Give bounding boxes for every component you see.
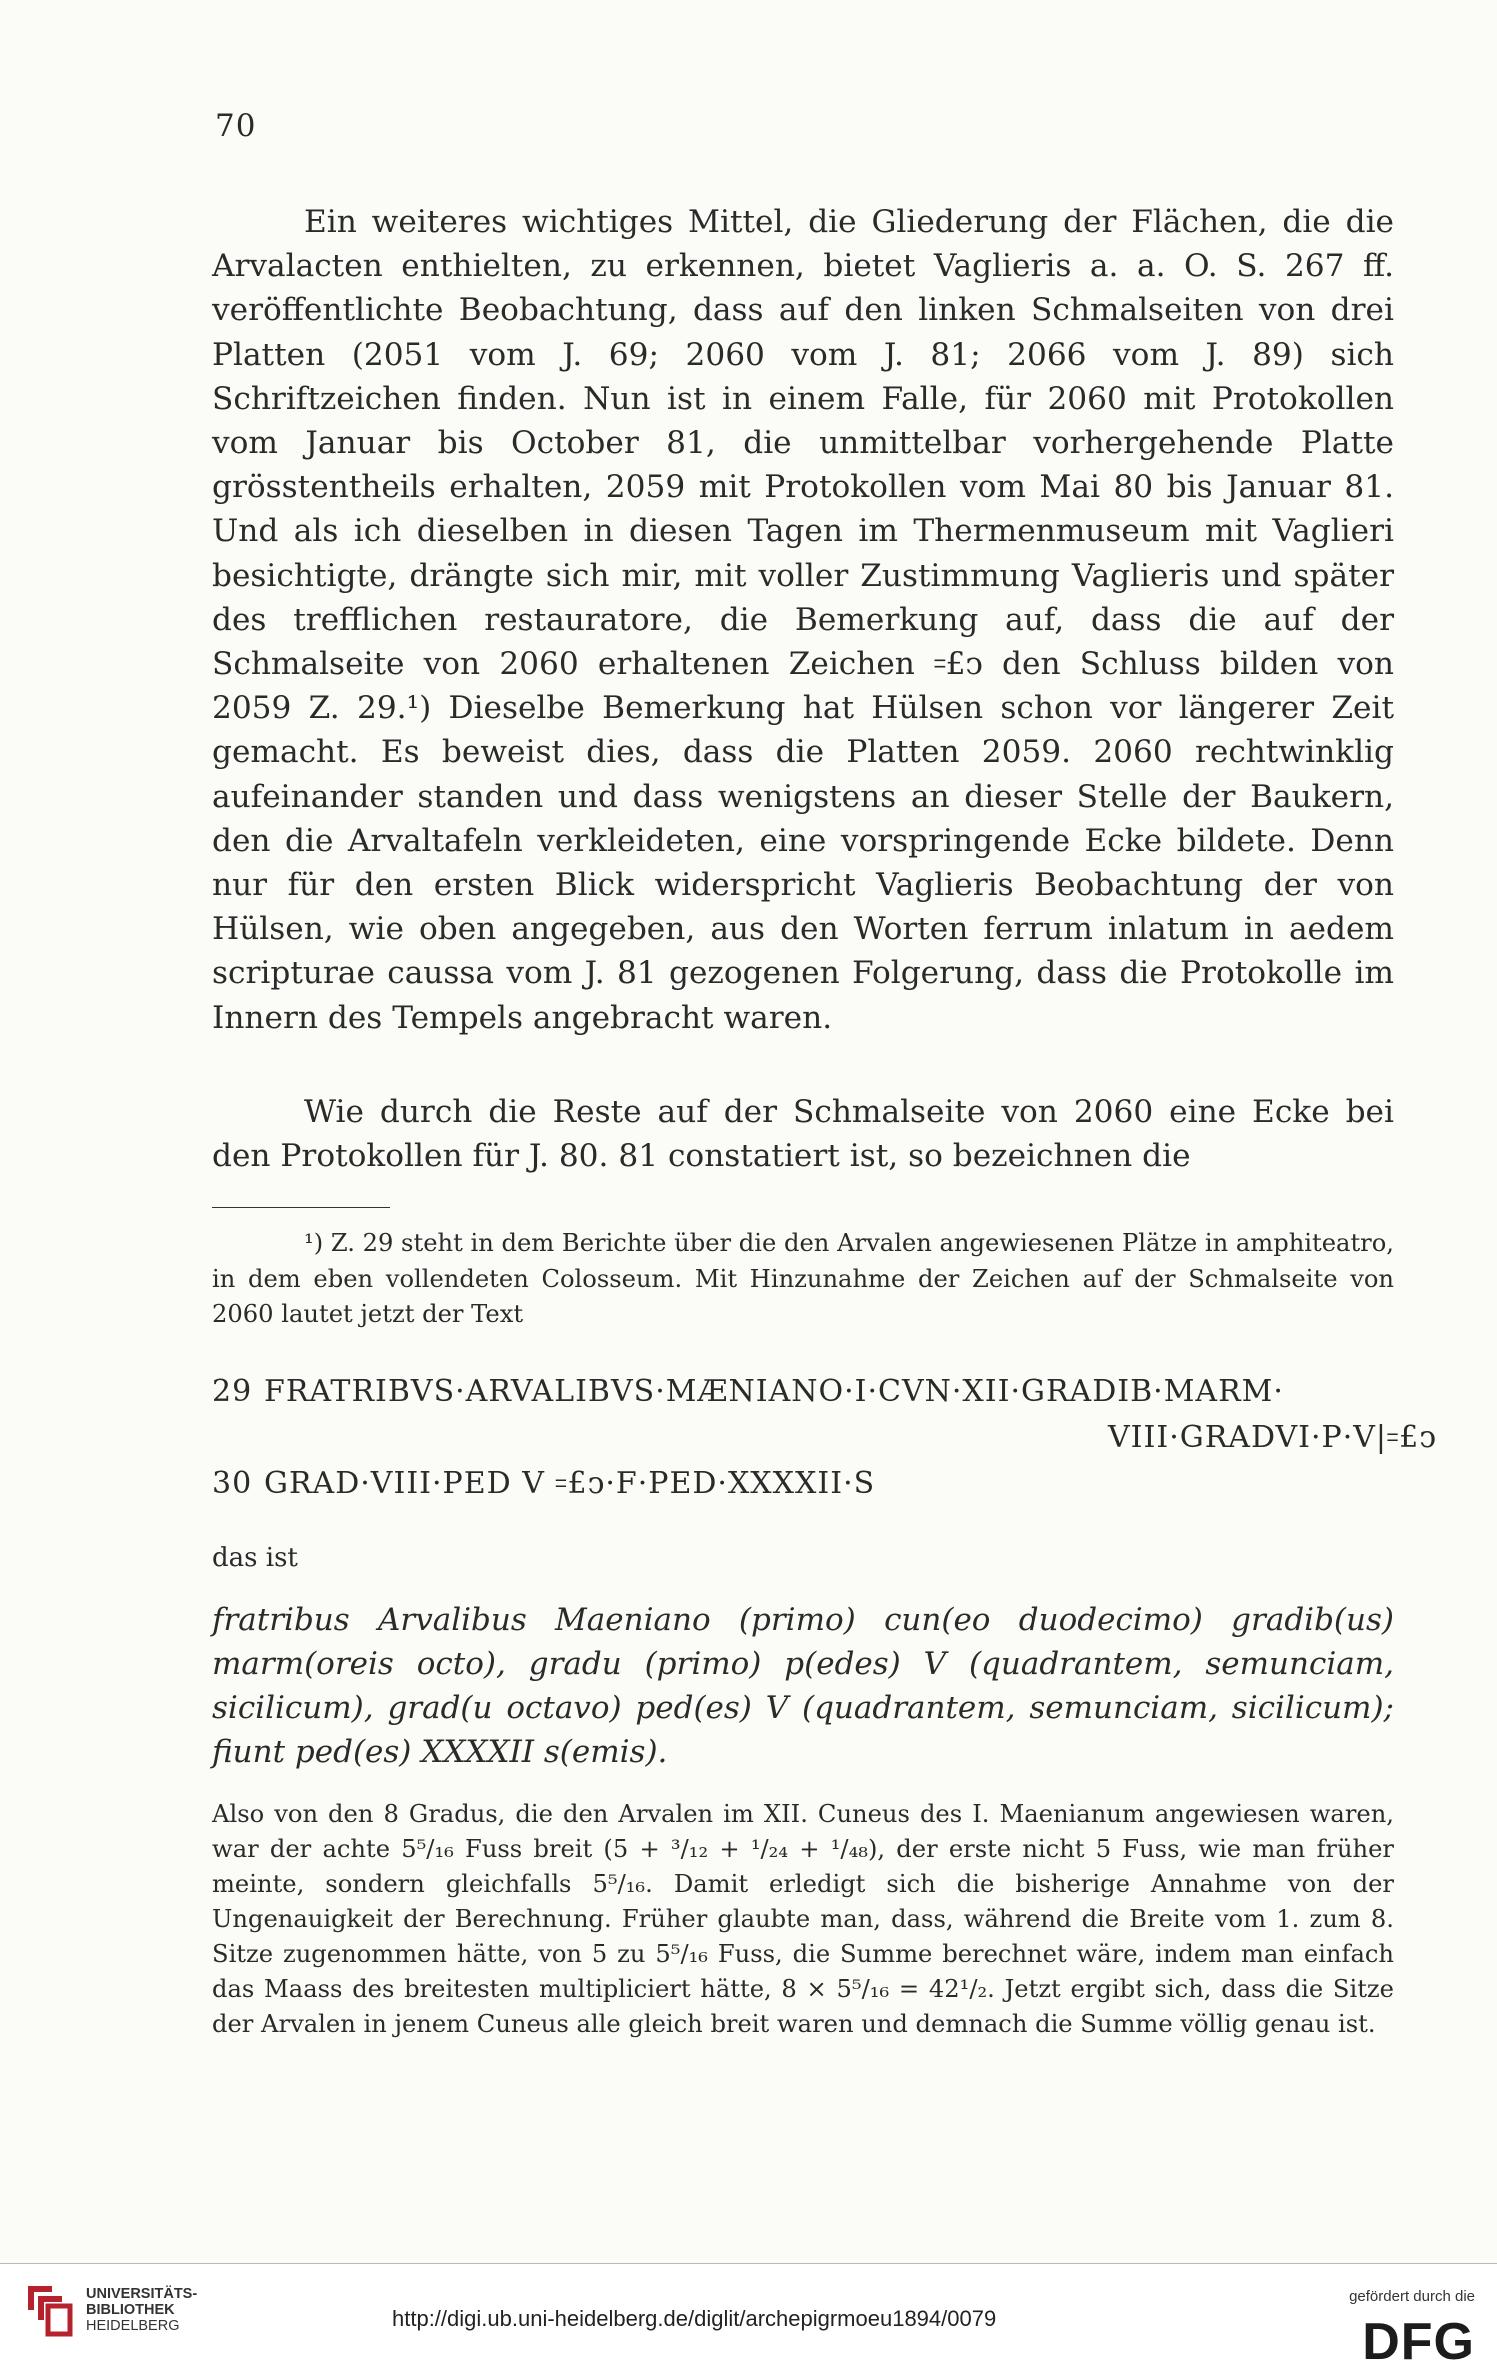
main-paragraph-1 [212, 200, 1394, 1040]
line-number: 29 [212, 1374, 253, 1409]
dfg-caption: gefördert durch die [1349, 2288, 1475, 2305]
library-logo-icon [22, 2280, 74, 2340]
inscription-line-29-continued [212, 1416, 1437, 1462]
paragraph-text: Ein weiteres wichtiges Mittel, die Gliederung der Flächen, die die Arvalacten enthielten, zu erkennen, bietet Vaglieris a. a. O. S. 267 ff. veröffentlichte Beobachtung, dass auf den linken Schmalseiten von drei Platten (2051 vom J. 69; 2060 vom J. 81; 2066 vom J. 89) sich Schriftzeichen finden. Nun ist in einem Falle, für 2060 mit Protokollen vom Januar bis October 81, die unmittelbar vorhergehende Platte grösstentheils erhalten, 2059 mit Protokollen vom Mai 80 bis Januar 81. Und als ich dieselben in diesen Tagen im Thermenmuseum mit Vaglieri besichtigte, drängte sich mir, mit voller Zustimmung Vaglieris und später des trefflichen restauratore, die Bemerkung auf, dass die auf der Schmalseite von 2060 erhaltenen Zeichen ꞊£ↄ den Schluss bilden von 2059 Z. 29.¹) Dieselbe Bemerkung hat Hülsen schon vor längerer Zeit gemacht. Es beweist dies, dass die Platten 2059. 2060 rechtwinklig aufeinander standen und dass wenigstens an dieser Stelle der Baukern, den die Arvaltafeln verkleideten, eine vorspringende Ecke bildete. Denn nur für den ersten Blick widerspricht Vaglieris Beobachtung der von Hülsen, wie oben angegeben, aus den Worten ferrum inlatum in aedem scripturae caussa vom J. 81 gezogenen Folgerung, dass die Protokolle im Innern des Tempels angebracht waren. [212, 204, 1394, 1036]
inscription-text: GRAD·VIII·PED V ꞊£ↄ·F·PED·XXXXII·S [264, 1466, 876, 1501]
das-ist-label: das ist [212, 1543, 298, 1573]
library-name-line: BIBLIOTHEK [86, 2302, 175, 2318]
footnote-divider [212, 1207, 390, 1208]
inscription-block [212, 1370, 1437, 1508]
transcription-text: fratribus Arvalibus Maeniano (primo) cun(eo duodecimo) gradib(us) marm(oreis octo), gradu (primo) p(edes) V (quadrantem, semunciam, sicilicum), grad(u octavo) ped(es) V (quadrantem, semunciam, sicilicum); fiunt ped(es) XXXXII s(emis). [212, 1602, 1394, 1770]
main-paragraph-2 [212, 1090, 1394, 1178]
inscription-line-29 [212, 1370, 1437, 1416]
inscription-line-30 [212, 1462, 1437, 1508]
footnote [212, 1226, 1394, 1333]
source-url-link[interactable]: http://digi.ub.uni-heidelberg.de/diglit/archepigrmoeu1894/0079 [392, 2306, 997, 2331]
transcription [212, 1598, 1394, 1774]
commentary [212, 1797, 1394, 2042]
dfg-logo: DFG [1362, 2313, 1475, 2371]
commentary-text: Also von den 8 Gradus, die den Arvalen im XII. Cuneus des I. Maenianum angewiesen waren, war der achte 5⁵/₁₆ Fuss breit (5 + ³/₁₂ + ¹/₂₄ + ¹/₄₈), der erste nicht 5 Fuss, wie man früher meinte, sondern gleichfalls 5⁵/₁₆. Damit erledigt sich die bisherige Annahme von der Ungenauigkeit der Berechnung. Früher glaubte man, dass, während die Breite vom 1. zum 8. Sitze zugenommen hätte, von 5 zu 5⁵/₁₆ Fuss, die Summe berechnet wäre, indem man einfach das Maass des breitesten multipliciert hätte, 8 × 5⁵/₁₆ = 42¹/₂. Jetzt ergibt sich, dass die Sitze der Arvalen in jenem Cuneus alle gleich breit waren und demnach die Summe völlig genau ist. [212, 1800, 1394, 2038]
line-number: 30 [212, 1466, 253, 1501]
page-number: 70 [215, 108, 257, 144]
library-name [86, 2286, 197, 2334]
library-name-line: UNIVERSITÄTS- [86, 2286, 198, 2302]
paragraph-text: Wie durch die Reste auf der Schmalseite von 2060 eine Ecke bei den Protokollen für J. 80. 81 constatiert ist, so bezeichnen die [212, 1094, 1394, 1175]
library-name-line: HEIDELBERG [86, 2318, 180, 2334]
inscription-text: VIII·GRADVI·P·V|꞊£ↄ [1108, 1420, 1437, 1455]
footnote-text: ¹) Z. 29 steht in dem Berichte über die den Arvalen angewiesenen Plätze in amphiteatro, in dem eben vollendeten Colosseum. Mit Hinzunahme der Zeichen auf der Schmalseite von 2060 lautet jetzt der Text [212, 1229, 1394, 1328]
inscription-text: FRATRIBVS·ARVALIBVS·MÆNIANO·I·CVN·XII·GRADIB·MARM· [264, 1374, 1284, 1409]
